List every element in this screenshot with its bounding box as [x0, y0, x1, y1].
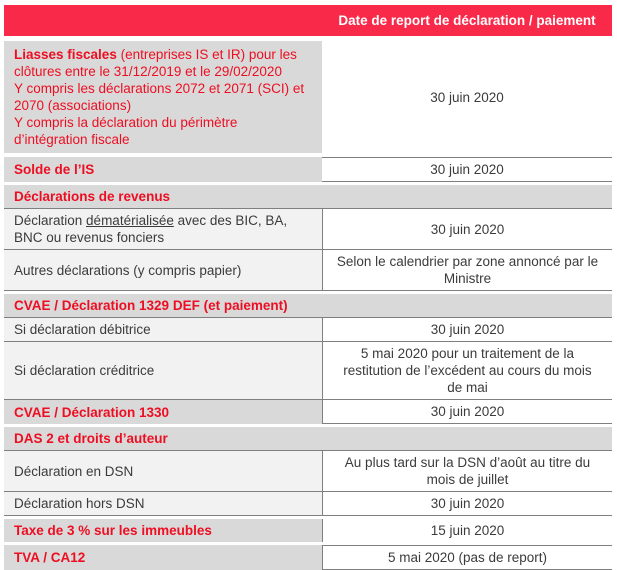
- row-label-underlined: dématérialisée: [86, 213, 174, 228]
- table-row-declaration-debitrice: [4, 317, 612, 341]
- row-label-cell: [4, 491, 322, 516]
- row-label-line2: Y compris les déclarations 2072 et 2071 (SCI) et 2070 (associations): [14, 81, 305, 113]
- row-value-cell: [322, 249, 612, 291]
- section-label-cell: [4, 294, 322, 317]
- section-header-row-revenus: [4, 185, 612, 208]
- row-label: TVA / CA12: [14, 550, 86, 565]
- row-value-cell: [322, 341, 612, 399]
- row-label-rest: (entreprises IS et IR) pour les clôtures entre le 31/12/2019 et le 29/02/2020: [14, 47, 297, 79]
- row-label-part2: avec des BIC, BA, BNC ou revenus fonciers: [14, 213, 288, 245]
- table-row-solde-is: [4, 157, 612, 182]
- table-row-declaration-en-dsn: [4, 450, 612, 491]
- table-row-liasses-fiscales: [4, 41, 612, 153]
- row-label-cell: [4, 157, 322, 182]
- row-label-line3: Y compris la déclaration du périmètre d’intégration fiscale: [14, 115, 238, 147]
- row-value: 30 juin 2020: [430, 496, 505, 511]
- row-value-cell: [322, 208, 612, 249]
- row-value-cell: [322, 545, 612, 570]
- row-label-cell: [4, 519, 322, 542]
- row-label: [14, 212, 314, 246]
- row-value-cell: [322, 41, 612, 153]
- table-row-taxe-3-pourcent: [4, 519, 612, 542]
- row-label-cell: [4, 41, 322, 153]
- row-value-cell: [322, 157, 612, 182]
- row-value: 30 juin 2020: [430, 404, 505, 419]
- row-label: Autres déclarations (y compris papier): [14, 262, 242, 278]
- row-value-cell: [322, 317, 612, 341]
- tax-deadlines-table: [4, 5, 612, 570]
- row-label-cell: [4, 208, 322, 249]
- row-label: Si déclaration créditrice: [14, 363, 155, 378]
- row-value-cell: [322, 519, 612, 542]
- row-label-bold: Liasses fiscales: [14, 47, 117, 62]
- row-value: Selon le calendrier par zone annoncé par le Ministre: [336, 254, 599, 286]
- row-value: 5 mai 2020 (pas de report): [387, 550, 548, 565]
- row-value: 30 juin 2020: [430, 221, 505, 237]
- column-header-date-report: Date de report de déclaration / paiement: [338, 13, 596, 28]
- row-value: Au plus tard sur la DSN d’août au titre du mois de juillet: [344, 455, 591, 487]
- row-label-cell: [4, 399, 322, 424]
- table-row-declaration-creditrice: [4, 341, 612, 399]
- section-empty-cell: [322, 185, 612, 208]
- header-value-column-cell: [322, 5, 612, 36]
- row-value: 30 juin 2020: [430, 322, 505, 337]
- row-label: Déclaration en DSN: [14, 463, 134, 479]
- section-label-cell: [4, 427, 322, 450]
- row-label: Taxe de 3 % sur les immeubles: [14, 523, 212, 538]
- section-header-row-cvae-1329: [4, 294, 612, 317]
- header-empty-cell: [4, 5, 322, 36]
- row-label-part1: Déclaration: [14, 213, 87, 228]
- row-value: 5 mai 2020 pour un traitement de la restitution de l’excédent au cours du mois de mai: [343, 346, 592, 395]
- row-label-cell: [4, 249, 322, 291]
- section-label: Déclarations de revenus: [14, 189, 171, 204]
- row-label-cell: [4, 341, 322, 399]
- table-row-cvae-1330: [4, 399, 612, 424]
- row-value: 30 juin 2020: [430, 89, 504, 105]
- table-row-tva-ca12: [4, 545, 612, 570]
- table-row-autres-declarations: [4, 249, 612, 291]
- row-label-cell: [4, 450, 322, 491]
- row-value-cell: [322, 450, 612, 491]
- row-value: 30 juin 2020: [430, 162, 504, 177]
- row-label: Déclaration hors DSN: [14, 496, 145, 511]
- section-label: DAS 2 et droits d’auteur: [14, 431, 168, 446]
- section-empty-cell: [322, 427, 612, 450]
- table-row-declaration-hors-dsn: [4, 491, 612, 516]
- row-label: Solde de l’IS: [14, 162, 95, 177]
- row-value-cell: [322, 491, 612, 516]
- section-header-row-das2: [4, 427, 612, 450]
- row-label-cell: [4, 545, 322, 570]
- table-header-row: [4, 5, 612, 36]
- section-label-cell: [4, 185, 322, 208]
- section-empty-cell: [322, 294, 612, 317]
- row-label-cell: [4, 317, 322, 341]
- row-value-cell: [322, 399, 612, 424]
- row-label: CVAE / Déclaration 1330: [14, 404, 170, 420]
- row-value: 15 juin 2020: [430, 523, 505, 538]
- section-label: CVAE / Déclaration 1329 DEF (et paiement): [14, 298, 288, 313]
- row-label: Si déclaration débitrice: [14, 322, 151, 337]
- table-row-declaration-dematerialisee: [4, 208, 612, 249]
- row-label: [14, 46, 314, 80]
